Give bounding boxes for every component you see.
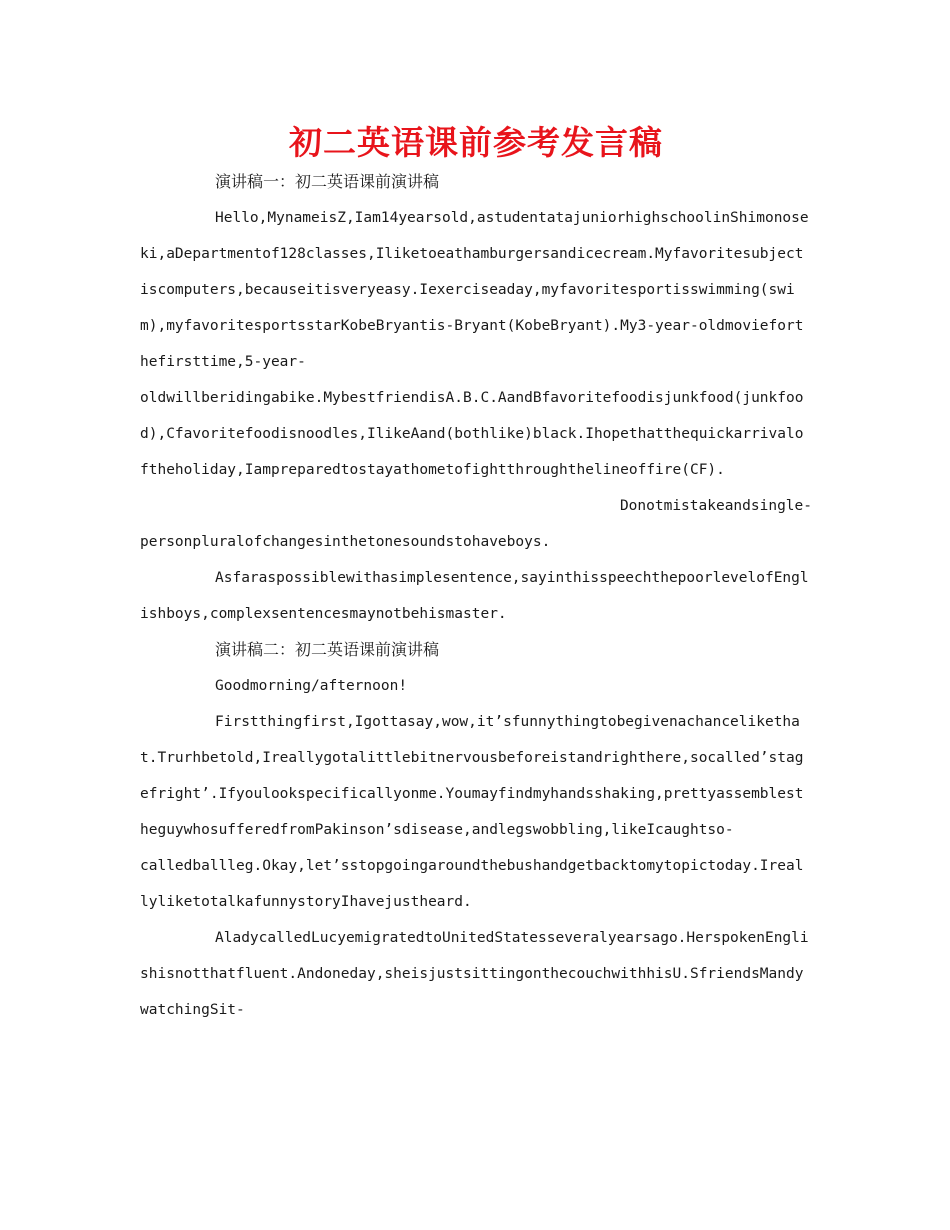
paragraph-speech2-heading: 演讲稿二：初二英语课前演讲稿 [215, 640, 440, 659]
paragraph-speech1-p1: Hello,MynameisZ,Iam14yearsold,astudentatajuniorhighschoolinShimonoseki,aDepartmentof128classes,Iliketoeathamburgersandicecream.Myfavoritesubjectiscomputers,becauseitisveryeasy.Iexerciseaday,myfavoritesportisswimming(swim),myfavoritesportsstarKobeBryantis-Bryant(KobeBryant).My3-year-oldmovieforthefirsttime,5-year- [140, 210, 809, 370]
paragraph-speech2-p1: Goodmorning/afternoon! [215, 678, 408, 694]
paragraph-speech2-p4: AladycalledLucyemigratedtoUnitedStatesseveralyearsago.HerspokenEnglishisnotthatfluent.Andoneday,sheisjustsittingonthecouchwithhisU.SfriendsMandywatchingSit- [140, 930, 809, 1018]
paragraph-speech1-p4: personpluralofchangesinthetonesoundstohaveboys. [140, 534, 551, 550]
paragraph-speech1-heading: 演讲稿一：初二英语课前演讲稿 [215, 172, 440, 191]
paragraph-speech1-p3: Donotmistakeandsingle- [619, 498, 812, 514]
document-page [140, 118, 812, 1028]
document-title: 初二英语课前参考发言稿 [289, 123, 663, 162]
paragraph-speech2-p3: calledballleg.Okay,let’sstopgoingaroundthebushandgetbacktomytopictoday.IreallyliketotalkafunnystoryIhavejustheard. [140, 858, 804, 910]
document-body [140, 164, 812, 1028]
paragraph-speech2-p2: Firstthingfirst,Igottasay,wow,it’sfunnythingtobegivenachancelikethat.Trurhbetold,Ireallygotalittlebitnervousbeforeistandrighthere,socalled’stagefright’.Ifyoulookspecificallyonme.Youmayfindmyhandsshaking,prettyassemblestheguywhosufferedfromPakinson’sdisease,andlegswobbling,likeIcaughtso- [140, 714, 804, 838]
paragraph-speech1-p5: Asfaraspossiblewithasimplesentence,sayinthisspeechthepoorlevelofEnglishboys,complexsentencesmaynotbehismaster. [140, 570, 809, 622]
paragraph-speech1-p2: oldwillberidingabike.MybestfriendisA.B.C.AandBfavoritefoodisjunkfood(junkfood),Cfavoritefoodisnoodles,IlikeAand(bothlike)black.Ihopethatthequickarrivaloftheholiday,Iampreparedtostayathometofightthroughthelineoffire(CF). [140, 390, 804, 478]
